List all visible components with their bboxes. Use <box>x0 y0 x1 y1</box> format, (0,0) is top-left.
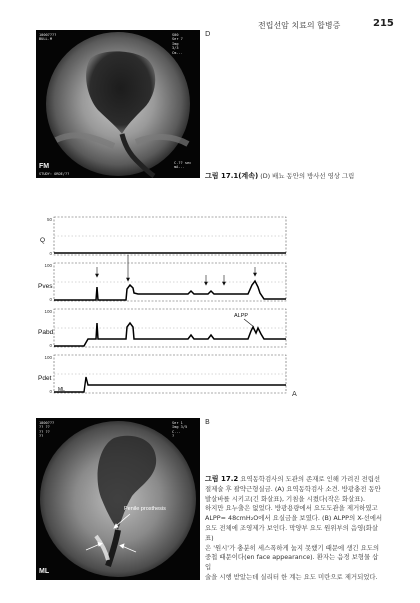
figure-17-1-caption <box>205 172 354 182</box>
overlay-patient-info-b: 1800??? ?? ?? ?? ?? ?? <box>39 421 55 439</box>
alpp-pointer <box>244 319 254 327</box>
pves-arrows <box>96 255 257 285</box>
q-tick-top: 50 <box>46 217 52 222</box>
caption-line: 요도 전체에 조영제가 보인다. 막양부 요도 원위부의 음영(화살표) <box>205 523 379 542</box>
pabd-tick-top: 100 <box>44 309 52 314</box>
panel-letter-a: A <box>292 390 297 398</box>
figure-17-2-caption <box>205 475 383 583</box>
pves-trace <box>54 281 286 300</box>
urodynamic-tracing-chart <box>38 215 290 397</box>
caption-line: 은 '원시'가 충분히 세스폭하게 눕지 못했기 때문에 생긴 요도의 <box>205 543 380 552</box>
channel-label-pdet: Pdet <box>38 375 52 382</box>
overlay-exposure-info: C.?? sec mA... <box>174 161 192 170</box>
pves-tick-bottom: 0 <box>49 297 52 302</box>
channel-label-pabd: Pabd <box>38 329 54 336</box>
panel-letter-d: D <box>205 30 211 38</box>
fluoroscopy-image-voiding <box>36 30 200 178</box>
pdet-tick-bottom: 0 <box>49 389 52 394</box>
overlay-series-info: S00 Ser 7 Img 3/3 Cm... <box>172 33 183 55</box>
pves-tick-top: 100 <box>44 263 52 268</box>
running-header-title: 전립선암 치료의 합병증 <box>258 21 341 30</box>
corner-label-fm: FM <box>39 163 50 170</box>
caption-text: (D) 배뇨 동안의 방사선 영상 그림 <box>260 172 355 180</box>
channel-label-pves: Pves <box>38 283 53 290</box>
page-number: 215 <box>373 18 394 29</box>
q-tick-bottom: 0 <box>49 251 52 256</box>
alpp-annotation: ALPP <box>234 313 249 319</box>
fluoroscopy-image-alpp <box>36 418 200 580</box>
fluoroscopy-drawing-b <box>36 418 200 580</box>
pabd-trace <box>54 323 286 346</box>
overlay-study-info: STUDY: ORDE/?? <box>39 172 70 176</box>
caption-line: 중첩 때문이다(en face appearance). 환자는 음경 보형물 삽입 <box>205 553 379 572</box>
caption-label-17-2: 그림 17.2 <box>205 475 239 483</box>
caption-line: 발살바를 시키고(긴 화살표), 기침을 시켰다(작은 화살표). <box>205 494 366 503</box>
caption-line: 하지만 요누출은 없었다. 방광용량에서 요도도관을 제거하였고 <box>205 504 378 513</box>
ml-marker: ML <box>58 387 65 393</box>
corner-label-ml: ML <box>39 568 50 575</box>
channel-label-q: Q <box>40 237 46 244</box>
pabd-tick-bottom: 0 <box>49 343 52 348</box>
caption-line: ALPP= 48cmH₂O에서 요실금을 보였다. (B) ALPP의 X-선에서 <box>205 514 383 523</box>
overlay-patient-info: 10007??? BULL.M <box>39 33 57 42</box>
caption-label: 그림 17.1(계속) <box>205 172 259 180</box>
penile-prosthesis-label: Penile prosthesis <box>124 506 166 512</box>
panel-letter-b: B <box>205 418 210 426</box>
caption-line: 술을 시행 받았는데 실리터 한 계는 요도 미란으로 제거되었다. <box>205 572 378 581</box>
overlay-series-info-b: Ser 1 Img 3/5 C... ? <box>172 421 188 439</box>
pdet-tick-top: 100 <box>44 355 52 360</box>
pdet-trace <box>54 377 286 392</box>
caption-line: 절제술 후 괄약근형실금. (A) 요역동학검사 소견. 방광충전 동안 <box>205 484 381 493</box>
caption-line: 요역동학검사의 도관의 존재로 인해 가려진 전립선 <box>240 475 381 483</box>
